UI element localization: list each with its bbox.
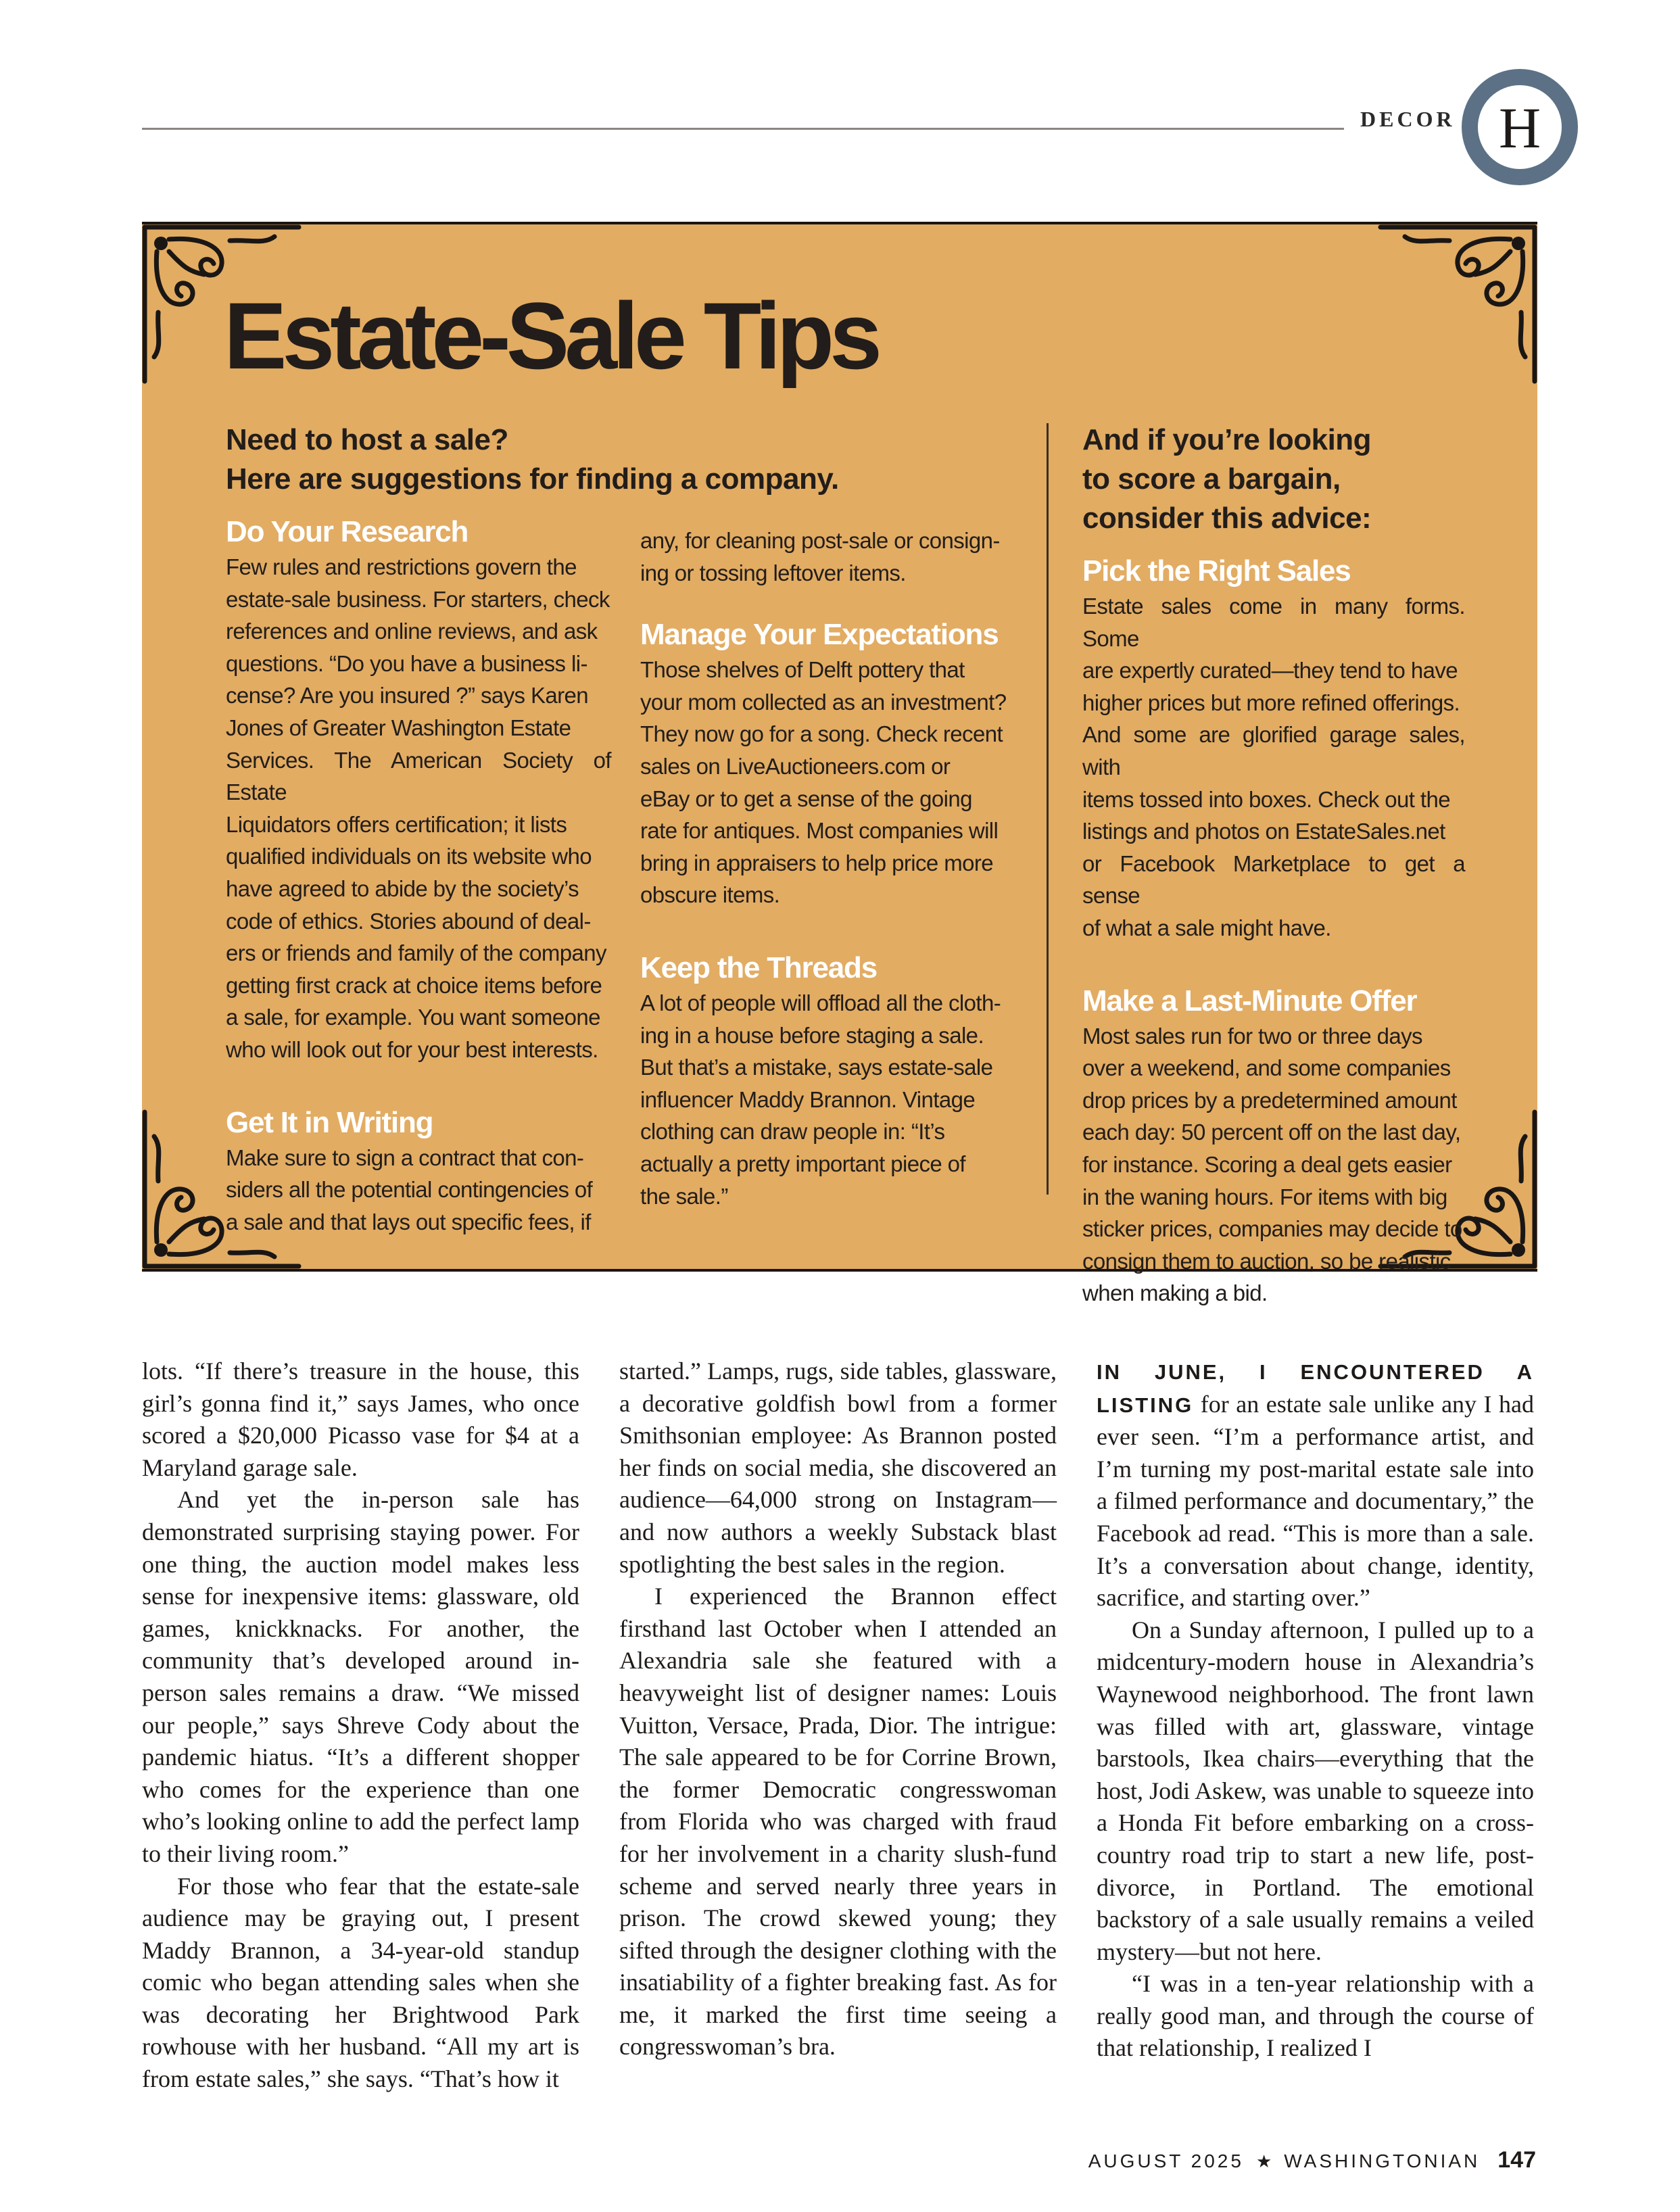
tip-line: Few rules and restrictions govern the xyxy=(226,554,577,579)
article-paragraph: “I was in a ten-year relationship with a really good man, and through the course of that relationship, I realized I xyxy=(1097,1970,1534,2062)
page-footer xyxy=(1088,2147,1536,2173)
tip-line: sales on LiveAuctioneers.com or xyxy=(640,753,951,779)
tip-line: actually a pretty important piece of xyxy=(640,1151,965,1176)
bargain-heading-line: to score a bargain, xyxy=(1082,462,1341,496)
tip-heading-research: Do Your Research xyxy=(226,515,469,548)
tip-line: getting first crack at choice items before xyxy=(226,972,602,998)
host-heading-line: Need to host a sale? xyxy=(226,423,508,456)
tip-line: cense? Are you insured ?” says Karen xyxy=(226,683,589,708)
tip-line: consign them to auction, so be realistic xyxy=(1082,1248,1451,1274)
tip-line: rate for antiques. Most companies will xyxy=(640,818,999,844)
bargain-heading-line: consider this advice: xyxy=(1082,502,1372,535)
tips-column-1 xyxy=(226,513,611,1238)
tip-line: each day: 50 percent off on the last day, xyxy=(1082,1120,1461,1145)
article-paragraph: started.” Lamps, rugs, side tables, glassware, a decorative goldfish bowl from a former Smithsonian employee: As Brannon posted her finds on social media, she discovered an audience—64,000 strong on Instagram—and now authors a weekly Substack blast spotlighting the best sales in the region. xyxy=(619,1357,1057,1578)
tip-line: sticker prices, companies may decide to xyxy=(1082,1216,1462,1242)
tip-body-expectations xyxy=(640,654,1013,911)
sidebar-title: Estate-Sale Tips xyxy=(224,283,878,389)
logo-letter: H xyxy=(1498,95,1541,160)
tip-line: estate-sale business. For starters, check xyxy=(226,586,610,612)
article-paragraph xyxy=(1097,1355,1534,1614)
tip-line: And some are glorified garage sales, with xyxy=(1082,722,1465,779)
publication-name: WASHINGTONIAN xyxy=(1284,2150,1481,2171)
tip-line: Jones of Greater Washington Estate xyxy=(226,715,571,740)
article-paragraph-text: for an estate sale unlike any I had ever seen. “I’m a performance artist, and I’m turning my post-marital estate sale into a filmed performance and documentary,” the Facebook ad read. “This is more than a sale. It’s a conversation about change, identity, sacrifice, and starting over.” xyxy=(1097,1390,1534,1612)
tip-heading-expectations: Manage Your Expectations xyxy=(640,618,999,652)
tip-line: a sale and that lays out specific fees, if xyxy=(226,1209,591,1234)
tip-line: a sale, for example. You want someone xyxy=(226,1005,600,1030)
tip-line: code of ethics. Stories abound of deal- xyxy=(226,908,591,934)
tip-line: or Facebook Marketplace to get a sense xyxy=(1082,850,1465,909)
tip-line: But that’s a mistake, says estate-sale xyxy=(640,1055,993,1080)
host-sale-heading xyxy=(226,420,1105,499)
section-label: DECOR xyxy=(1360,107,1456,131)
tip-line: listings and photos on EstateSales.net xyxy=(1082,819,1445,844)
tip-line: the sale.” xyxy=(640,1183,728,1209)
tip-body-writing-cont xyxy=(640,525,1013,589)
tip-line: over a weekend, and some companies xyxy=(1082,1055,1451,1081)
tip-line: your mom collected as an investment? xyxy=(640,689,1007,715)
article-paragraph: For those who fear that the estate-sale audience may be graying out, I present Maddy Brannon, a 34-year-old standup comic who began attending sales when she was decorating her Brightwood Park rowhouse with her husband. “All my art is from estate sales,” she says. “That’s how it xyxy=(142,1872,579,2093)
column-divider xyxy=(1047,423,1049,1195)
tip-body-writing xyxy=(226,1142,611,1239)
tips-column-3 xyxy=(1082,552,1465,1309)
tip-line: obscure items. xyxy=(640,882,780,908)
tip-line: are expertly curated—they tend to have xyxy=(1082,658,1458,683)
estate-sale-tips-box xyxy=(142,222,1537,1306)
article-paragraph: I experienced the Brannon effect firsthand last October when I attended an Alexandria sale she featured with a heavyweight list of designer names: Louis Vuitton, Versace, Prada, Dior. The intrigue: The sale appeared to be for Corrine Brown, the former Democratic congresswoman from Florida who was charged with fraud for her involvement in a charity slush-fund scheme and served nearly three years in prison. The crowd skewed young; they sifted through the designer clothing with the insatiability of a fighter breaking fast. As for me, it marked the first time seeing a congresswoman’s bra. xyxy=(619,1583,1057,2061)
article-paragraph: And yet the in-person sale has demonstrated surprising staying power. For one thing, the auction model makes less sense for inexpensive items: glassware, old games, knickknacks. For another, the community that’s developed around in-person sales remains a draw. “We missed our people,” says Shreve Cody about the pandemic hiatus. “It’s a different shopper who comes for the experience than one who’s looking online to add the perfect lamp to their living room.” xyxy=(142,1486,579,1867)
tip-line: drop prices by a predetermined amount xyxy=(1082,1087,1457,1113)
issue-date: AUGUST 2025 xyxy=(1088,2150,1244,2171)
tip-line: Liquidators offers certification; it lists xyxy=(226,811,567,837)
tip-line: ers or friends and family of the company xyxy=(226,940,606,966)
header-rule xyxy=(142,128,1344,130)
tip-line: clothing can draw people in: “It’s xyxy=(640,1119,945,1145)
tip-line: Those shelves of Delft pottery that xyxy=(640,657,965,683)
tip-line: siders all the potential contingencies of xyxy=(226,1177,593,1203)
tip-line: qualified individuals on its website who xyxy=(226,844,592,869)
tip-line: Most sales run for two or three days xyxy=(1082,1023,1422,1049)
tip-heading-threads: Keep the Threads xyxy=(640,951,878,984)
tip-line: in the waning hours. For items with big xyxy=(1082,1184,1447,1209)
tip-line: A lot of people will offload all the cloth- xyxy=(640,990,1001,1015)
tip-line: Make sure to sign a contract that con- xyxy=(226,1145,584,1170)
washingtonian-logo xyxy=(1460,68,1579,187)
tip-line: who will look out for your best interests. xyxy=(226,1036,598,1062)
article-column-1 xyxy=(142,1355,579,2096)
tip-body-threads xyxy=(640,987,1013,1212)
tip-line: questions. “Do you have a business li- xyxy=(226,650,587,676)
article-column-2 xyxy=(619,1355,1057,2063)
tip-line: They now go for a song. Check recent xyxy=(640,721,1003,747)
tip-body-research xyxy=(226,551,611,1066)
tip-line: for instance. Scoring a deal gets easier xyxy=(1082,1151,1452,1177)
article-paragraph: lots. “If there’s treasure in the house, this girl’s gonna find it,” says James, who once scored a $20,000 Picasso vase for $4 at a Maryland garage sale. xyxy=(142,1357,579,1481)
ornament-corner-top-right xyxy=(1375,224,1537,387)
tip-heading-writing: Get It in Writing xyxy=(226,1105,433,1139)
bargain-heading-line: And if you’re looking xyxy=(1082,423,1372,456)
tip-line: have agreed to abide by the society’s xyxy=(226,875,579,901)
tip-body-last-minute xyxy=(1082,1020,1465,1309)
tips-column-2 xyxy=(640,525,1013,1212)
article-column-3 xyxy=(1097,1355,1534,2065)
section-lead-in: IN JUNE, I ENCOUNTERED A LISTING xyxy=(1097,1360,1534,1417)
tip-line: any, for cleaning post-sale or consign- xyxy=(640,528,1000,553)
page-number: 147 xyxy=(1497,2147,1536,2173)
tip-line: higher prices but more refined offerings. xyxy=(1082,690,1460,715)
star-icon: ★ xyxy=(1255,2151,1272,2171)
host-heading-line: Here are suggestions for finding a company. xyxy=(226,462,839,496)
tip-line: influencer Maddy Brannon. Vintage xyxy=(640,1086,976,1112)
tip-line: ing in a house before staging a sale. xyxy=(640,1022,984,1048)
tip-line: references and online reviews, and ask xyxy=(226,619,598,644)
tip-line: bring in appraisers to help price more xyxy=(640,850,993,875)
tip-body-right-sales xyxy=(1082,590,1465,944)
tip-line: items tossed into boxes. Check out the xyxy=(1082,786,1451,812)
bargain-heading xyxy=(1082,420,1461,538)
tip-line: when making a bid. xyxy=(1082,1280,1268,1306)
tip-line: eBay or to get a sense of the going xyxy=(640,786,972,811)
article-paragraph: On a Sunday afternoon, I pulled up to a midcentury-modern house in Alexandria’s Waynewood neighborhood. The front lawn was filled with art, glassware, vintage barstools, Ikea chairs—everything that the host, Jodi Askew, was unable to squeeze into a Honda Fit before embarking on a cross-country road trip to start a new life, post-divorce, in Portland. The emotional backstory of a sale usually remains a veiled mystery—but not here. xyxy=(1097,1616,1534,1965)
tip-line: Estate sales come in many forms. Some xyxy=(1082,594,1465,651)
tip-line: of what a sale might have. xyxy=(1082,915,1331,940)
tip-line: ing or tossing leftover items. xyxy=(640,560,906,585)
tip-heading-right-sales: Pick the Right Sales xyxy=(1082,554,1351,587)
tip-heading-last-minute: Make a Last-Minute Offer xyxy=(1082,984,1417,1017)
tip-line: Services. The American Society of Estate xyxy=(226,747,611,805)
